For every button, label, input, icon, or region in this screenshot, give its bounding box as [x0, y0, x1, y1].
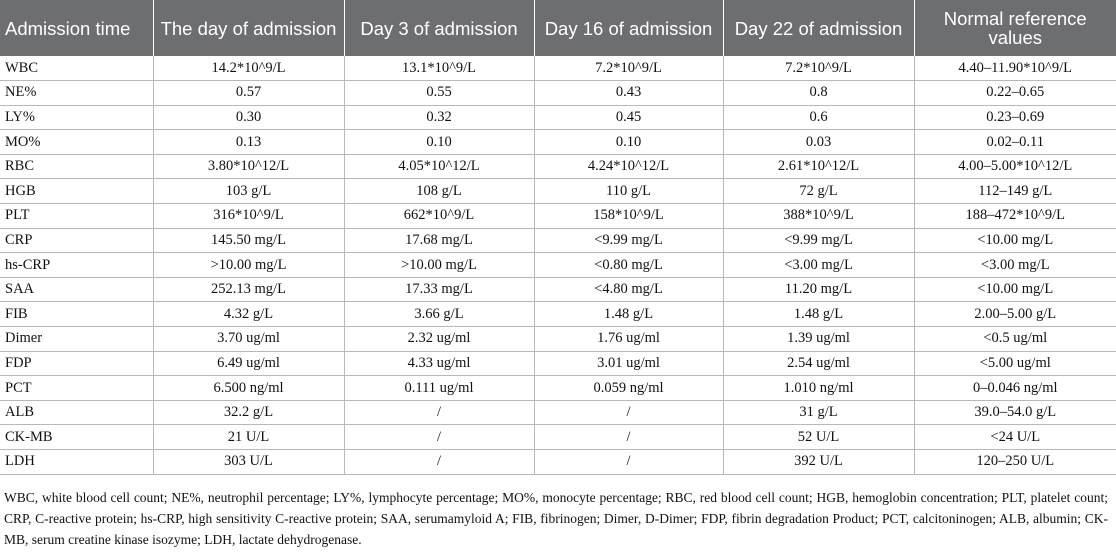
table-body	[0, 56, 1116, 474]
value-cell: 1.48 g/L	[723, 302, 914, 327]
value-cell: 112–149 g/L	[914, 179, 1116, 204]
table-row	[0, 154, 1116, 179]
value-cell: 0.55	[344, 81, 534, 106]
value-cell: /	[344, 450, 534, 475]
value-cell: 52 U/L	[723, 425, 914, 450]
value-cell: 0.03	[723, 130, 914, 155]
table-row	[0, 228, 1116, 253]
value-cell: 3.80*10^12/L	[153, 154, 344, 179]
table-row	[0, 56, 1116, 81]
value-cell: <5.00 ug/ml	[914, 351, 1116, 376]
value-cell: 6.49 ug/ml	[153, 351, 344, 376]
table-row	[0, 400, 1116, 425]
value-cell: 4.40–11.90*10^9/L	[914, 56, 1116, 81]
value-cell: 2.61*10^12/L	[723, 154, 914, 179]
table-row	[0, 81, 1116, 106]
header-day-of-admission: The day of admission	[153, 0, 344, 56]
row-label-cell: HGB	[0, 179, 153, 204]
value-cell: 2.32 ug/ml	[344, 327, 534, 352]
value-cell: 7.2*10^9/L	[534, 56, 723, 81]
value-cell: 662*10^9/L	[344, 204, 534, 229]
value-cell: 31 g/L	[723, 400, 914, 425]
value-cell: 4.33 ug/ml	[344, 351, 534, 376]
value-cell: 21 U/L	[153, 425, 344, 450]
table-row	[0, 179, 1116, 204]
header-day-3: Day 3 of admission	[344, 0, 534, 56]
value-cell: 110 g/L	[534, 179, 723, 204]
value-cell: 1.39 ug/ml	[723, 327, 914, 352]
value-cell: 0.6	[723, 105, 914, 130]
header-normal-reference: Normal reference values	[914, 0, 1116, 56]
table-row	[0, 277, 1116, 302]
header-day-16: Day 16 of admission	[534, 0, 723, 56]
value-cell: 0.10	[534, 130, 723, 155]
value-cell: 11.20 mg/L	[723, 277, 914, 302]
table-row	[0, 425, 1116, 450]
row-label-cell: NE%	[0, 81, 153, 106]
value-cell: /	[534, 425, 723, 450]
value-cell: 14.2*10^9/L	[153, 56, 344, 81]
row-label-cell: Dimer	[0, 327, 153, 352]
value-cell: /	[534, 450, 723, 475]
value-cell: 2.54 ug/ml	[723, 351, 914, 376]
row-label-cell: hs-CRP	[0, 253, 153, 278]
row-label-cell: PCT	[0, 376, 153, 401]
row-label-cell: MO%	[0, 130, 153, 155]
value-cell: 103 g/L	[153, 179, 344, 204]
row-label-cell: LDH	[0, 450, 153, 475]
row-label-cell: PLT	[0, 204, 153, 229]
value-cell: 1.010 ng/ml	[723, 376, 914, 401]
value-cell: 0.30	[153, 105, 344, 130]
value-cell: 392 U/L	[723, 450, 914, 475]
table-row	[0, 302, 1116, 327]
value-cell: <3.00 mg/L	[723, 253, 914, 278]
value-cell: 0.57	[153, 81, 344, 106]
table-row	[0, 327, 1116, 352]
value-cell: 120–250 U/L	[914, 450, 1116, 475]
row-label-cell: WBC	[0, 56, 153, 81]
value-cell: >10.00 mg/L	[344, 253, 534, 278]
row-label-cell: SAA	[0, 277, 153, 302]
value-cell: <4.80 mg/L	[534, 277, 723, 302]
value-cell: <9.99 mg/L	[534, 228, 723, 253]
value-cell: 39.0–54.0 g/L	[914, 400, 1116, 425]
value-cell: 158*10^9/L	[534, 204, 723, 229]
row-label-cell: LY%	[0, 105, 153, 130]
value-cell: 0.8	[723, 81, 914, 106]
value-cell: 32.2 g/L	[153, 400, 344, 425]
value-cell: 4.05*10^12/L	[344, 154, 534, 179]
row-label-cell: ALB	[0, 400, 153, 425]
value-cell: 72 g/L	[723, 179, 914, 204]
value-cell: 303 U/L	[153, 450, 344, 475]
table-row	[0, 376, 1116, 401]
value-cell: 7.2*10^9/L	[723, 56, 914, 81]
value-cell: 0.02–0.11	[914, 130, 1116, 155]
header-admission-time: Admission time	[0, 0, 153, 56]
value-cell: 4.00–5.00*10^12/L	[914, 154, 1116, 179]
value-cell: <0.80 mg/L	[534, 253, 723, 278]
value-cell: 17.33 mg/L	[344, 277, 534, 302]
value-cell: <9.99 mg/L	[723, 228, 914, 253]
value-cell: 0.13	[153, 130, 344, 155]
table-row	[0, 351, 1116, 376]
header-row	[0, 0, 1116, 56]
table-row	[0, 450, 1116, 475]
value-cell: 108 g/L	[344, 179, 534, 204]
row-label-cell: FDP	[0, 351, 153, 376]
value-cell: 0.23–0.69	[914, 105, 1116, 130]
value-cell: 0.32	[344, 105, 534, 130]
value-cell: 4.32 g/L	[153, 302, 344, 327]
value-cell: 1.76 ug/ml	[534, 327, 723, 352]
value-cell: 0.43	[534, 81, 723, 106]
value-cell: <3.00 mg/L	[914, 253, 1116, 278]
value-cell: 316*10^9/L	[153, 204, 344, 229]
table-row	[0, 204, 1116, 229]
value-cell: 0.059 ng/ml	[534, 376, 723, 401]
value-cell: 145.50 mg/L	[153, 228, 344, 253]
value-cell: 0.22–0.65	[914, 81, 1116, 106]
row-label-cell: CRP	[0, 228, 153, 253]
value-cell: /	[344, 425, 534, 450]
value-cell: 1.48 g/L	[534, 302, 723, 327]
value-cell: 3.01 ug/ml	[534, 351, 723, 376]
value-cell: /	[534, 400, 723, 425]
table-header	[0, 0, 1116, 56]
value-cell: 4.24*10^12/L	[534, 154, 723, 179]
value-cell: 0.111 ug/ml	[344, 376, 534, 401]
value-cell: 0.45	[534, 105, 723, 130]
row-label-cell: CK-MB	[0, 425, 153, 450]
value-cell: 3.70 ug/ml	[153, 327, 344, 352]
table-footnote: WBC, white blood cell count; NE%, neutrophil percentage; LY%, lymphocyte percentage; MO%, monocyte percentage; RBC, red blood cell count; HGB, hemoglobin concentration; PLT, platelet count; CRP, C-reactive protein; hs-CRP, high sensitivity C-reactive protein; SAA, serumamyloid A; FIB, fibrinogen; Dimer, D-Dimer; FDP, fibrin degradation Product; PCT, calcitoninogen; ALB, albumin; CK-MB, serum creatine kinase isozyme; LDH, lactate dehydrogenase.	[4, 489, 1108, 547]
value-cell: <0.5 ug/ml	[914, 327, 1116, 352]
value-cell: 6.500 ng/ml	[153, 376, 344, 401]
value-cell: <10.00 mg/L	[914, 228, 1116, 253]
value-cell: 388*10^9/L	[723, 204, 914, 229]
value-cell: 2.00–5.00 g/L	[914, 302, 1116, 327]
table-row	[0, 253, 1116, 278]
value-cell: 252.13 mg/L	[153, 277, 344, 302]
value-cell: 188–472*10^9/L	[914, 204, 1116, 229]
row-label-cell: RBC	[0, 154, 153, 179]
value-cell: >10.00 mg/L	[153, 253, 344, 278]
value-cell: 0–0.046 ng/ml	[914, 376, 1116, 401]
value-cell: <24 U/L	[914, 425, 1116, 450]
value-cell: 17.68 mg/L	[344, 228, 534, 253]
value-cell: 0.10	[344, 130, 534, 155]
value-cell: 3.66 g/L	[344, 302, 534, 327]
header-day-22: Day 22 of admission	[723, 0, 914, 56]
row-label-cell: FIB	[0, 302, 153, 327]
table-row	[0, 130, 1116, 155]
value-cell: 13.1*10^9/L	[344, 56, 534, 81]
value-cell: <10.00 mg/L	[914, 277, 1116, 302]
table-row	[0, 105, 1116, 130]
value-cell: /	[344, 400, 534, 425]
